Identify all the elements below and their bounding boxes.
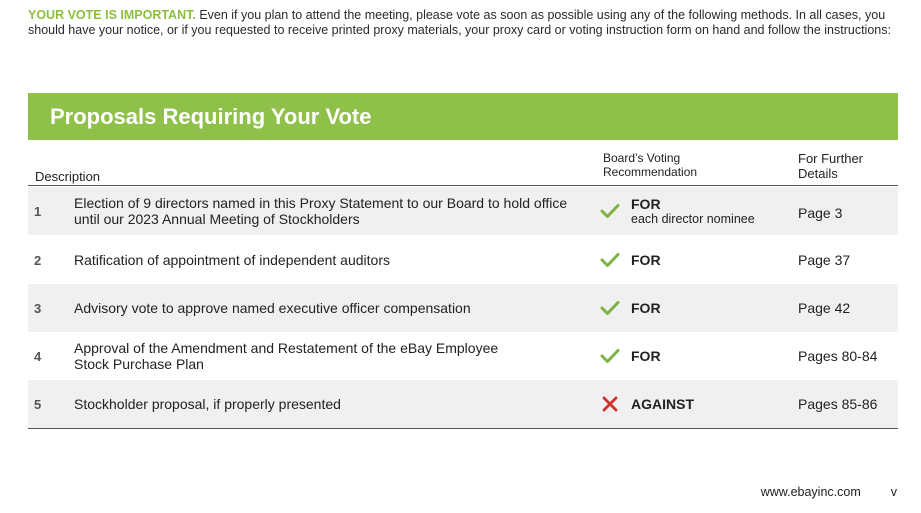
x-icon (600, 380, 620, 428)
row-recommendation (631, 380, 694, 428)
row-recommendation (631, 187, 755, 235)
recommendation-sub: each director nominee (631, 212, 755, 226)
row-details: Page 42 (798, 300, 851, 316)
row-number: 2 (34, 252, 42, 268)
header-details-line1: For Further (798, 151, 864, 166)
row-description: Approval of the Amendment and Restatement of the eBay Employee Stock Purchase Plan (74, 340, 499, 372)
row-details: Pages 85-86 (798, 396, 878, 412)
header-rule (28, 185, 898, 186)
table-bottom-rule (28, 428, 898, 429)
row-details: Pages 80-84 (798, 348, 878, 364)
row-number: 3 (34, 300, 42, 316)
table-row (28, 380, 898, 428)
row-recommendation (631, 332, 661, 380)
recommendation-label: FOR (631, 252, 661, 268)
row-description: Advisory vote to approve named executive officer compensation (74, 300, 471, 316)
table-row (28, 187, 898, 235)
header-details-line2: Details (798, 166, 838, 181)
footer-url[interactable]: www.ebayinc.com (760, 485, 861, 499)
row-description: Stockholder proposal, if properly presented (74, 396, 341, 412)
row-number: 5 (34, 396, 42, 412)
header-description: Description (35, 169, 101, 184)
table-row (28, 284, 898, 332)
row-description: Election of 9 directors named in this Proxy Statement to our Board to hold office until our 2023 Annual Meeting of Stockholders (74, 195, 568, 227)
header-details (798, 151, 863, 181)
banner-title: Proposals Requiring Your Vote (50, 103, 372, 129)
row-recommendation (631, 284, 661, 332)
recommendation-label: FOR (631, 196, 661, 212)
intro-paragraph (28, 8, 900, 37)
row-details: Page 37 (798, 252, 851, 268)
intro-text: Even if you plan to attend the meeting, please vote as soon as possible using any of the following methods. In all cases, you should have your notice, or if you requested to receive printed proxy materials, your proxy card or voting instruction form on hand and follow the instructions: (28, 8, 891, 37)
row-number: 1 (34, 203, 42, 219)
page-number: v (890, 485, 897, 499)
header-recommendation-line2: Recommendation (603, 164, 698, 179)
row-recommendation (631, 236, 661, 284)
recommendation-label: FOR (631, 348, 661, 364)
recommendation-label: AGAINST (631, 396, 694, 412)
intro-lead: YOUR VOTE IS IMPORTANT. (28, 8, 196, 22)
row-number: 4 (34, 348, 42, 364)
header-recommendation-line1: Board’s Voting (603, 151, 681, 165)
check-icon (600, 332, 620, 380)
header-recommendation (603, 152, 697, 179)
check-icon (600, 236, 620, 284)
proposals-banner (28, 93, 898, 140)
page-footer (761, 485, 897, 499)
table-row (28, 236, 898, 284)
check-icon (600, 284, 620, 332)
table-row (28, 332, 898, 380)
row-details: Page 3 (798, 205, 843, 221)
check-icon (600, 187, 620, 235)
recommendation-label: FOR (631, 300, 661, 316)
row-description: Ratification of appointment of independent auditors (74, 252, 390, 268)
